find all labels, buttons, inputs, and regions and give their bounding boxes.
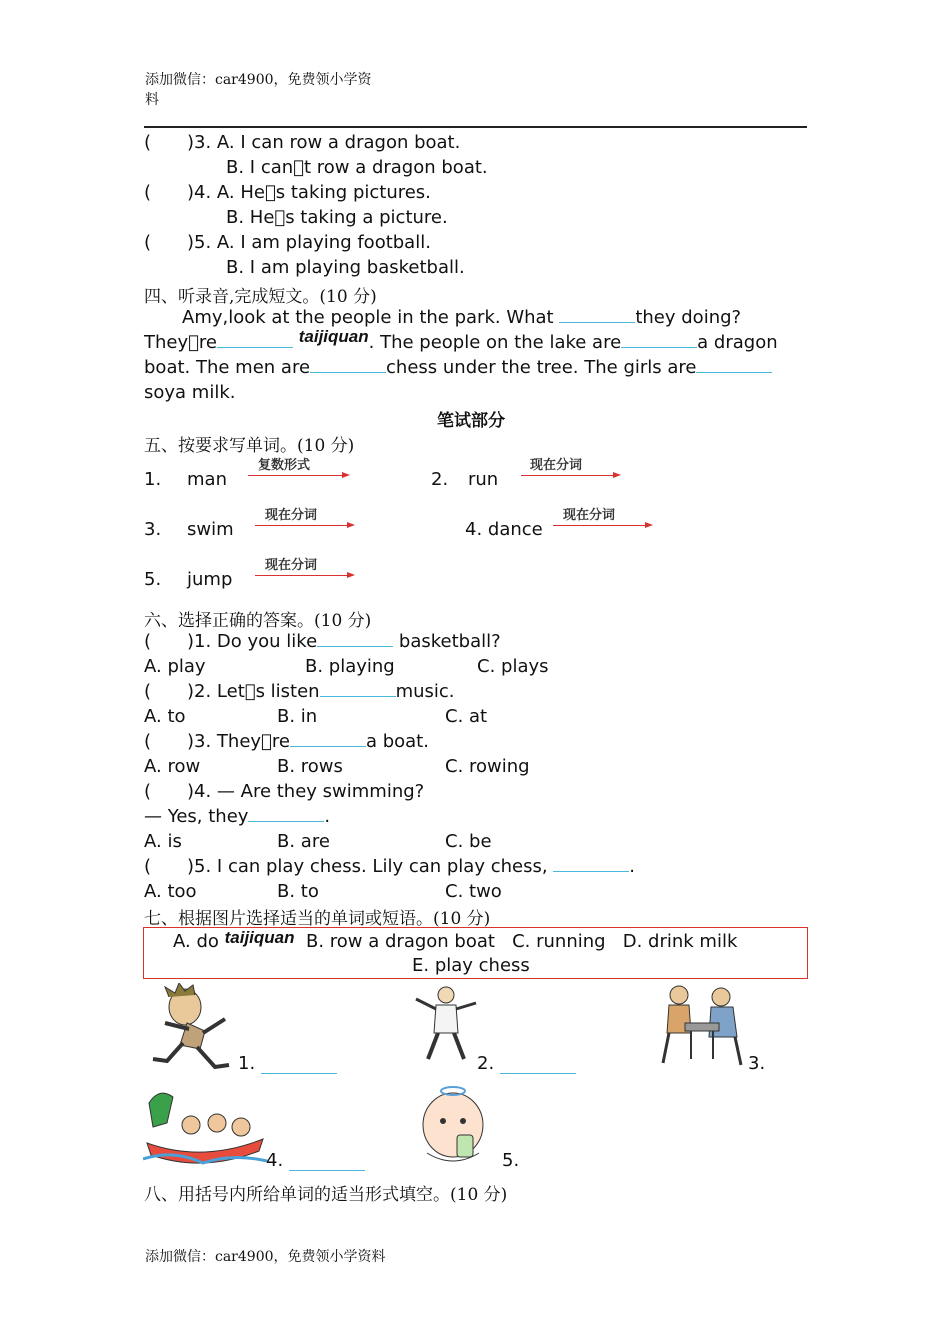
- picture-number: 4.: [266, 1150, 284, 1171]
- section-5-title: 五、按要求写单词。(10 分): [144, 436, 355, 456]
- passage-line-1: Amy,look at the people in the park. What they doing?: [182, 307, 742, 328]
- option: B. rows: [277, 756, 343, 777]
- item-number: 5.: [144, 569, 162, 590]
- passage-line-3: boat. The men are chess under the tree. The girls are: [144, 357, 772, 378]
- item-word: run: [468, 469, 499, 490]
- mc-q3: )3. They re a boat.: [187, 731, 429, 752]
- paren: (: [144, 681, 152, 702]
- option: C. two: [445, 881, 502, 902]
- item-number: 3.: [144, 519, 162, 540]
- arrow-present-participle: 现在分词: [255, 552, 357, 582]
- mc-q1: )1. Do you like basketball?: [187, 631, 501, 652]
- option: A. row: [144, 756, 201, 777]
- q5-option-a: )5. A. I am playing football.: [187, 232, 431, 253]
- passage-line-4: soya milk.: [144, 382, 236, 403]
- blank[interactable]: [248, 807, 324, 822]
- arrow-present-participle: 现在分词: [521, 452, 623, 482]
- mc-q2: )2. Let s listen music.: [187, 681, 455, 702]
- section-4-title: 四、听录音,完成短文。(10 分): [144, 287, 377, 307]
- taijiquan-man-picture: [410, 983, 480, 1063]
- word-bank-row-2: E. play chess: [412, 955, 530, 976]
- answer-blank[interactable]: [500, 1059, 576, 1074]
- item-number: 2.: [431, 469, 449, 490]
- footer-text: 添加微信：car4900，免费领小学资料: [145, 1249, 386, 1265]
- option: C. rowing: [445, 756, 530, 777]
- baby-drinking-picture: [417, 1083, 489, 1169]
- answer-blank[interactable]: [289, 1156, 365, 1171]
- mc-q5: )5. I can play chess. Lily can play chess, .: [187, 856, 636, 877]
- paren: (: [144, 781, 152, 802]
- picture-number: 2.: [477, 1053, 495, 1074]
- option: C. at: [445, 706, 488, 727]
- blank[interactable]: [290, 732, 366, 747]
- answer-blank[interactable]: [261, 1059, 337, 1074]
- q5-option-b: B. I am playing basketball.: [226, 257, 465, 278]
- blank[interactable]: [317, 632, 393, 647]
- option: A. play: [144, 656, 206, 677]
- q4-option-a: )4. A. He s taking pictures.: [187, 182, 431, 203]
- paren: (: [144, 856, 152, 877]
- item-word: jump: [187, 569, 233, 590]
- paren: (: [144, 731, 152, 752]
- section-7-title: 七、根据图片选择适当的单词或短语。(10 分): [144, 909, 491, 929]
- blank[interactable]: [559, 308, 635, 323]
- option: C. plays: [477, 656, 549, 677]
- blank[interactable]: [621, 333, 697, 348]
- paren: (: [144, 232, 152, 253]
- option: C. be: [445, 831, 492, 852]
- option: A. too: [144, 881, 197, 902]
- option: B. playing: [305, 656, 395, 677]
- header-line-2: 料: [145, 92, 159, 108]
- blank[interactable]: [310, 358, 386, 373]
- picture-number: 1.: [238, 1053, 256, 1074]
- taijiquan-word: taijiquan: [298, 327, 369, 346]
- blank[interactable]: [553, 857, 629, 872]
- header-line-1: 添加微信：car4900，免费领小学资: [145, 72, 372, 88]
- item-number-and-word: 4. dance: [465, 519, 543, 540]
- taijiquan-word: taijiquan: [224, 928, 295, 947]
- arrow-present-participle: 现在分词: [553, 502, 655, 532]
- dragon-boat-picture: [143, 1083, 268, 1168]
- written-section-title: 笔试部分: [437, 411, 505, 431]
- option: A. is: [144, 831, 182, 852]
- blank[interactable]: [320, 682, 396, 697]
- option: B. to: [277, 881, 319, 902]
- section-8-title: 八、用括号内所给单词的适当形式填空。(10 分): [144, 1185, 508, 1205]
- option: B. in: [277, 706, 318, 727]
- passage-line-2: They re taijiquan. The people on the lake are a dragon: [144, 327, 778, 353]
- option: B. are: [277, 831, 330, 852]
- blank[interactable]: [696, 358, 772, 373]
- q4-option-b: B. He s taking a picture.: [226, 207, 448, 228]
- picture-number: 5.: [502, 1150, 520, 1171]
- blank[interactable]: [217, 333, 293, 348]
- arrow-plural-form: 复数形式: [248, 452, 350, 482]
- word-bank-row-1: A. do taijiquan B. row a dragon boat C. running D. drink milk: [173, 928, 738, 952]
- running-boy-picture: [145, 983, 240, 1073]
- option: A. to: [144, 706, 186, 727]
- header-rule: [144, 126, 807, 128]
- item-word: swim: [187, 519, 234, 540]
- item-number: 1.: [144, 469, 162, 490]
- q3-option-b: B. I can t row a dragon boat.: [226, 157, 488, 178]
- q3-option-a: )3. A. I can row a dragon boat.: [187, 132, 461, 153]
- mc-q4-answer: — Yes, they .: [144, 806, 331, 827]
- mc-q4: )4. — Are they swimming?: [187, 781, 425, 802]
- chess-players-picture: [655, 983, 750, 1068]
- section-6-title: 六、选择正确的答案。(10 分): [144, 611, 372, 631]
- picture-number: 3.: [748, 1053, 766, 1074]
- item-word: man: [187, 469, 227, 490]
- paren: (: [144, 182, 152, 203]
- paren: (: [144, 132, 152, 153]
- arrow-present-participle: 现在分词: [255, 502, 357, 532]
- paren: (: [144, 631, 152, 652]
